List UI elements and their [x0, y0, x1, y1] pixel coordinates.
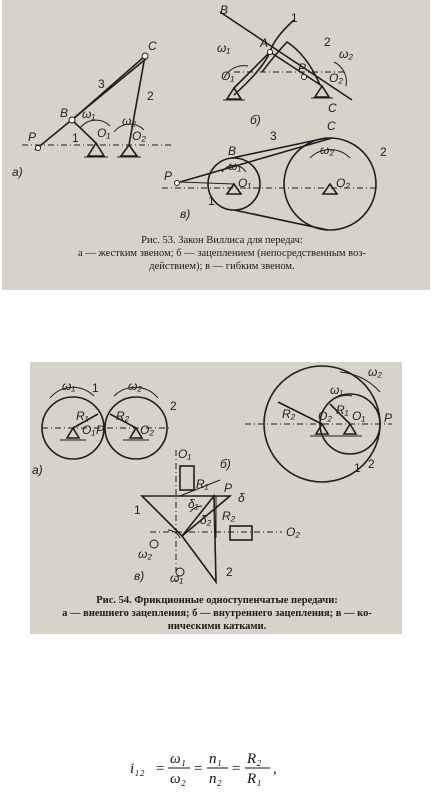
support-o1-a	[67, 428, 79, 438]
formula-eq-2: =	[194, 761, 203, 777]
label-wheel2-54v: 2	[226, 565, 233, 579]
panel-label-a: а)	[12, 165, 23, 179]
caption-53-line-1: Рис. 53. Закон Виллиса для передач:	[141, 235, 303, 246]
fig54-panel-a	[32, 379, 177, 477]
label-omega1-v: ω₁	[228, 159, 242, 173]
label-p-54b: P	[384, 411, 393, 425]
label-o2-54b: O₂	[318, 409, 332, 423]
label-wheel1-54b: 1	[354, 461, 361, 475]
radius-o2a	[270, 52, 322, 86]
formula-lhs: i₁₂	[130, 761, 145, 777]
label-wheel1-54v: 1	[134, 503, 141, 517]
panel-label-54v: в)	[134, 569, 145, 583]
caption-53-line-2: а — жестким звеном; б — зацеплением (непосредственным воз-	[78, 248, 366, 259]
label-link-1: 1	[72, 131, 79, 145]
rotation-symbol-o2	[150, 540, 158, 548]
figure-53-caption	[42, 234, 402, 273]
formula-n1: n₁	[209, 751, 222, 767]
label-p: P	[28, 130, 37, 144]
label-omega1-54v: ω₁	[170, 571, 184, 585]
common-normal	[220, 12, 352, 100]
caption-54-line-2: а — внешнего зацепления; б — внутреннего зацепления; в — ко-	[62, 608, 372, 619]
joint-b	[69, 117, 75, 123]
label-link-3-v: 3	[270, 129, 277, 143]
formula-r2: R₂	[247, 751, 262, 767]
fig53-panel-b	[217, 3, 353, 127]
label-o1-v: O₁	[238, 176, 252, 190]
support-o1-54b	[344, 424, 356, 434]
label-b: B	[60, 106, 69, 120]
label-a-b: A	[260, 36, 269, 50]
label-omega1-54a: ω₁	[62, 379, 76, 393]
formula-n2: n₂	[209, 771, 222, 787]
radius-o1a	[234, 52, 270, 88]
pole-p-b	[302, 75, 307, 80]
label-omega1: ω₁	[82, 107, 96, 121]
formula-eq-3: =	[232, 761, 241, 777]
support-o2	[121, 145, 137, 156]
formula-end: ,	[273, 761, 277, 777]
label-omega1-b: ω₁	[217, 41, 231, 55]
label-o1-54b: O₁	[352, 409, 366, 423]
fig54-panel-b	[220, 365, 392, 482]
label-wheel1-54a: 1	[92, 381, 99, 395]
caption-54-line-3: ническими катками.	[167, 621, 267, 632]
formula-r1: R₁	[247, 771, 262, 787]
belt-upper-extension	[180, 138, 332, 182]
label-r2-54v: R₂	[222, 509, 236, 523]
belt-lower	[234, 210, 328, 230]
caption-53-line-3: действием); в — гибким звеном.	[149, 261, 295, 272]
label-delta1-54v: δ₁	[188, 497, 199, 511]
label-r2-54a: R₂	[116, 409, 130, 423]
label-wheel2-54b: 2	[368, 457, 375, 471]
label-link-1-v: 1	[208, 194, 215, 208]
label-link-2-b: 2	[324, 35, 331, 49]
fig54-panel-v	[134, 447, 300, 585]
label-p-54a: P	[96, 423, 105, 437]
label-link-3: 3	[98, 77, 105, 91]
bearing-o1	[180, 466, 194, 490]
fig53-panel-a	[12, 39, 172, 179]
label-o1-b: O₁	[221, 69, 235, 83]
formula-w1: ω₁	[170, 751, 186, 767]
label-o2-54a: O₂	[140, 423, 154, 437]
caption-54-line-1: Рис. 54. Фрикционные одноступенчатые передачи:	[96, 595, 338, 606]
label-r1-54a: R₁	[76, 409, 89, 423]
label-p-b: P	[298, 61, 307, 75]
panel-label-v: в)	[180, 207, 191, 221]
label-o2: O₂	[132, 129, 146, 143]
label-p-v: P	[164, 169, 173, 183]
pole-p-v	[175, 181, 180, 186]
pole-p	[36, 146, 41, 151]
fig53-panel-v	[162, 119, 387, 230]
joint-c	[142, 53, 148, 59]
label-link-2-v: 2	[380, 145, 387, 159]
label-omega2-b: ω₂	[339, 47, 353, 61]
pole-line	[180, 182, 234, 184]
label-r1-54v: R₁	[196, 477, 209, 491]
label-omega1-54b: ω₁	[330, 383, 344, 397]
label-r1-54b: R₁	[336, 403, 349, 417]
figure-54-caption	[44, 594, 390, 633]
label-c-v: C	[327, 119, 336, 133]
label-delta2-54v: δ₂	[200, 513, 212, 527]
figure-54-plate	[30, 362, 402, 634]
bearing-o2	[230, 526, 252, 540]
support-o2-v	[323, 184, 337, 194]
label-o2-54v: O₂	[286, 525, 300, 539]
label-o1-54v: O₁	[178, 447, 192, 461]
panel-label-b: б)	[250, 113, 261, 127]
label-link-2: 2	[147, 89, 154, 103]
gear-ratio-formula	[130, 748, 300, 788]
label-o1-54a: O₁	[82, 423, 96, 437]
label-omega2-54v: ω₂	[138, 547, 152, 561]
label-c: C	[148, 39, 157, 53]
belt-3	[232, 138, 326, 158]
support-o2-b	[315, 86, 329, 97]
label-link-1-b: 1	[291, 11, 298, 25]
label-r2-54b: R₂	[282, 407, 296, 421]
label-delta-54v: δ	[238, 491, 245, 505]
label-b-v: B	[228, 144, 237, 158]
panel-label-54a: а)	[32, 463, 43, 477]
label-b-b: B	[220, 3, 229, 17]
label-omega2-54a: ω₂	[128, 379, 142, 393]
label-wheel2-54a: 2	[170, 399, 177, 413]
formula-eq-1: =	[156, 761, 165, 777]
label-omega2: ω₂	[122, 114, 136, 128]
formula-w2: ω₂	[170, 771, 186, 787]
panel-label-54b: б)	[220, 457, 231, 471]
label-o2-v: O₂	[336, 176, 350, 190]
label-o2-b: O₂	[329, 71, 343, 85]
contact-a	[268, 50, 273, 55]
label-omega2-54b: ω₂	[368, 365, 382, 379]
label-p-54v: P	[224, 481, 233, 495]
label-c-b: C	[328, 101, 337, 115]
label-o1: O₁	[97, 126, 111, 140]
figure-53-plate	[2, 0, 430, 290]
label-omega2-v: ω₂	[320, 143, 334, 157]
